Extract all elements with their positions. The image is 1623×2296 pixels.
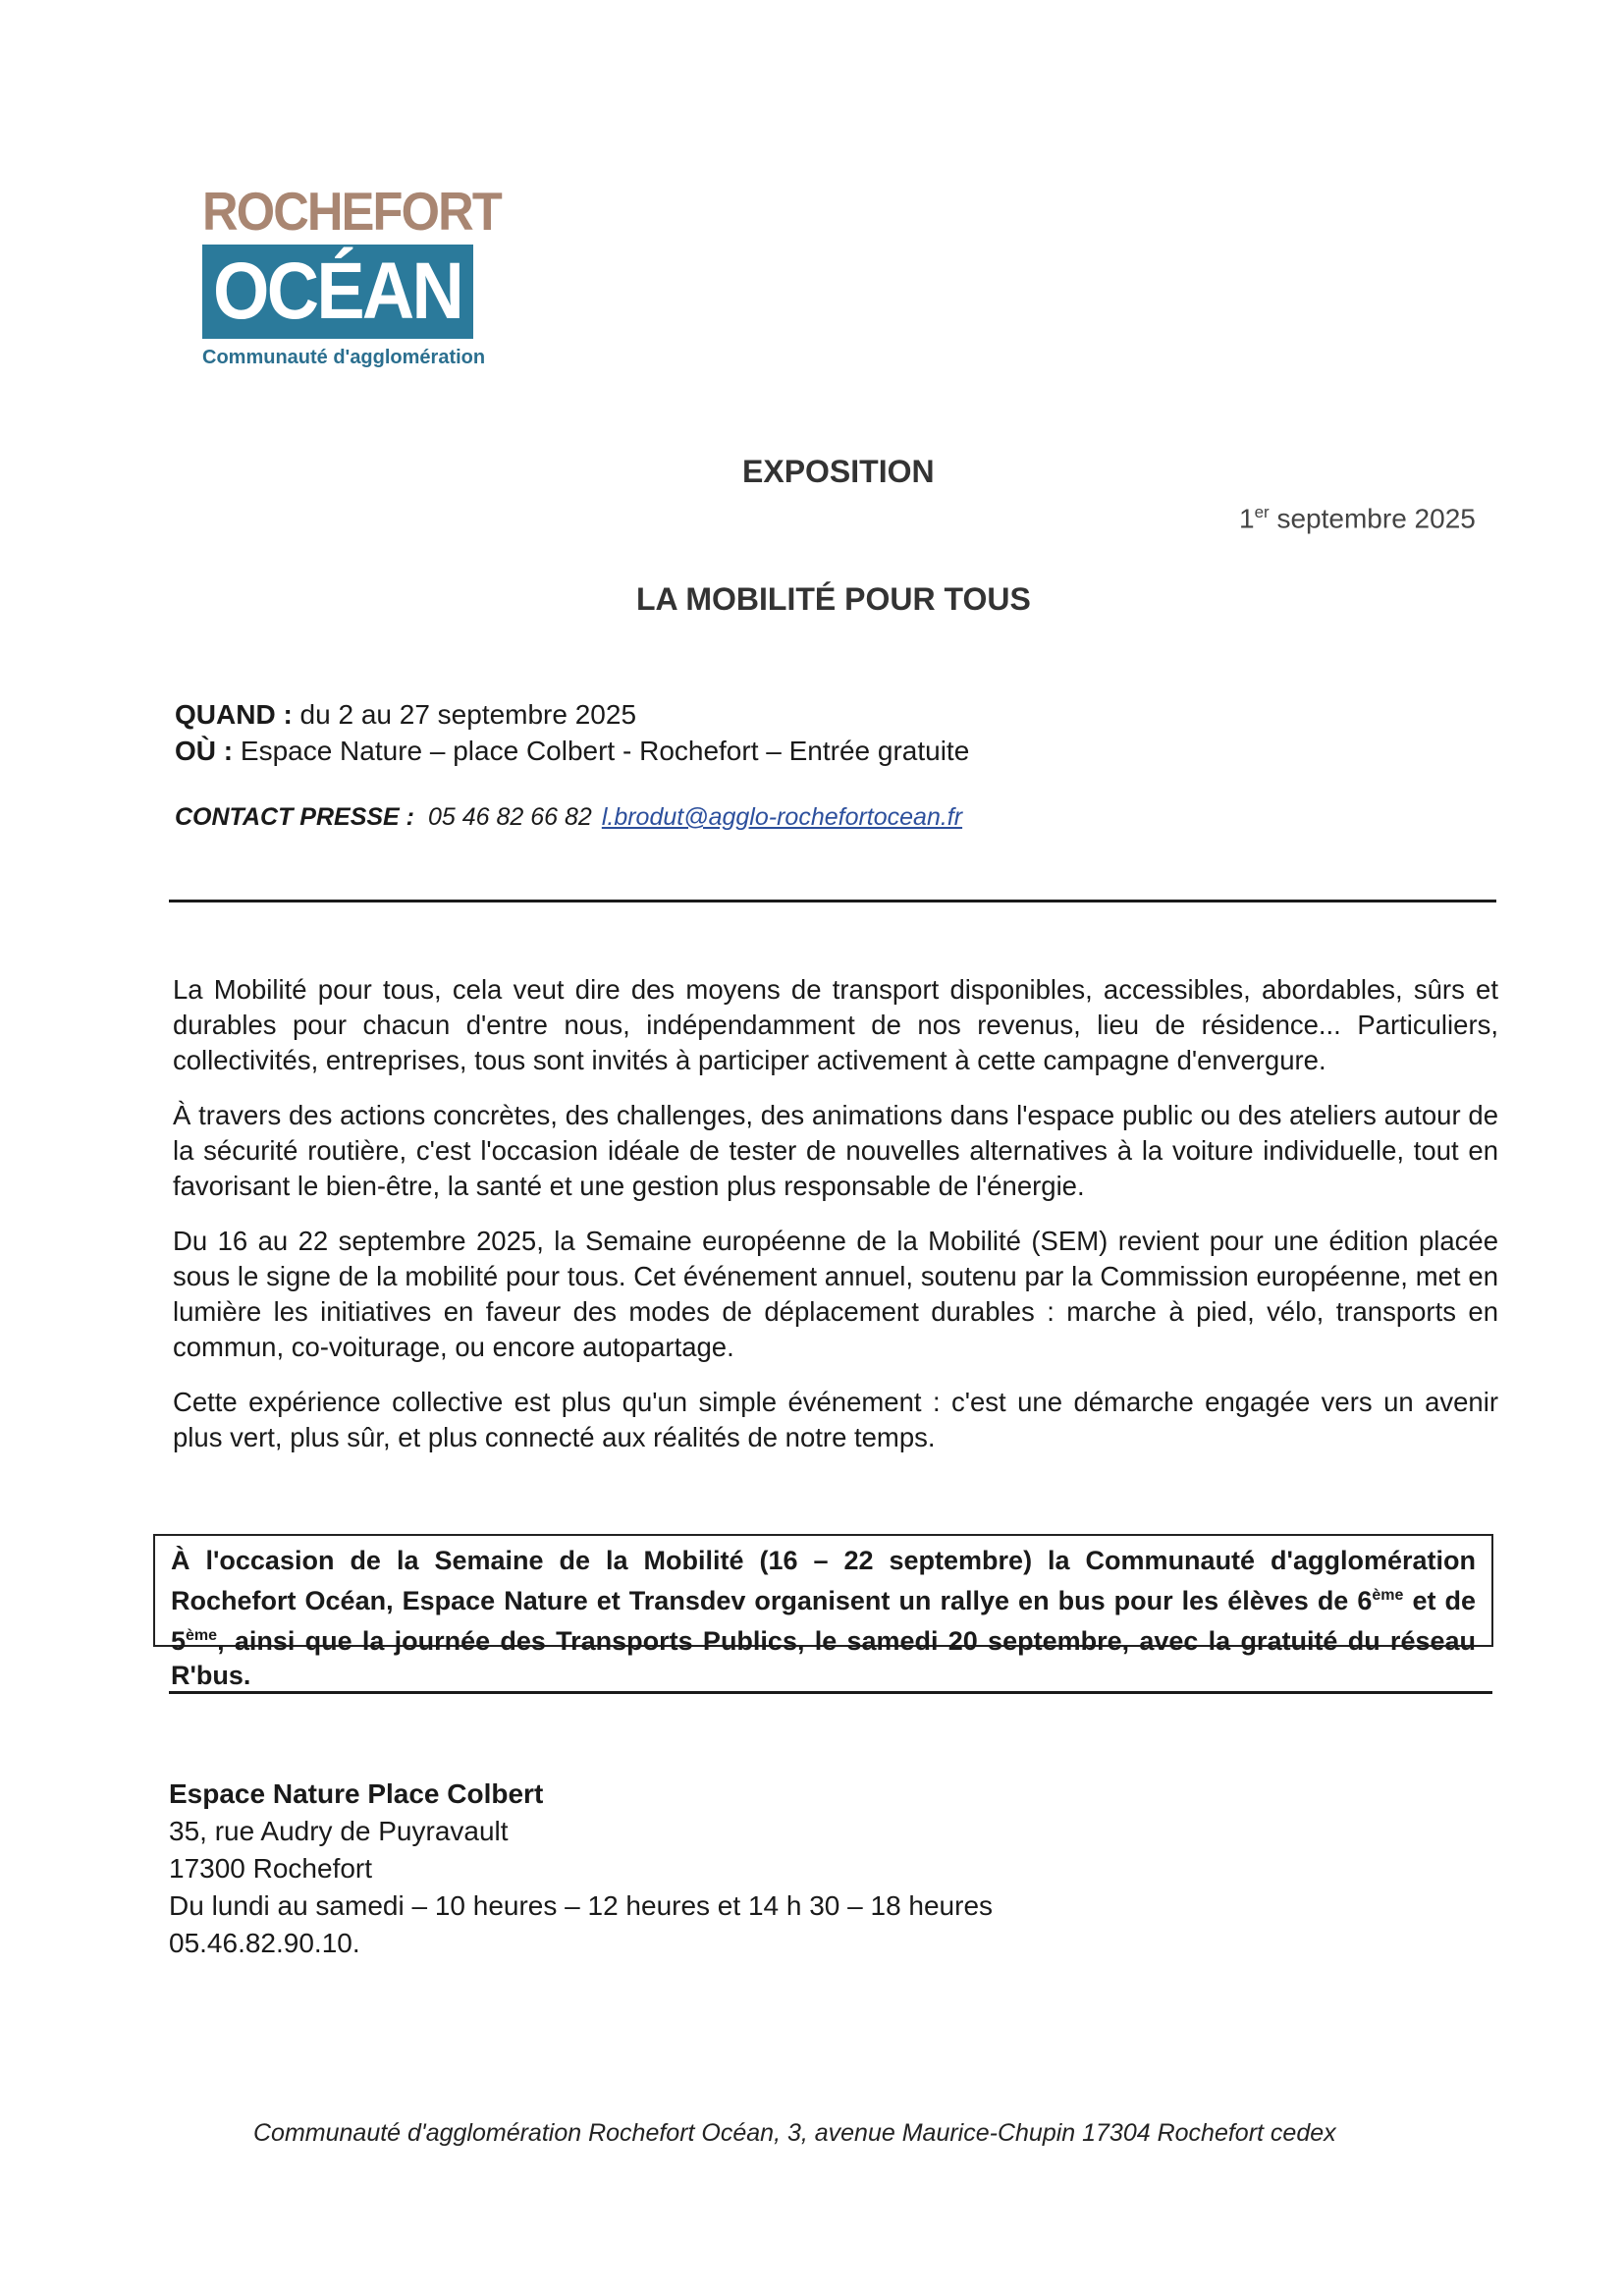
when-value: du 2 au 27 septembre 2025 xyxy=(292,699,637,730)
where-line xyxy=(175,736,969,767)
box-sup-1: ème xyxy=(1372,1587,1404,1604)
contact-phone: 05 46 82 66 82 xyxy=(428,803,592,831)
contact-email-link[interactable]: l.brodut@agglo-rochefortocean.fr xyxy=(601,803,963,831)
where-value: Espace Nature – place Colbert - Rochefort – Entrée gratuite xyxy=(233,736,970,766)
when-label: QUAND : xyxy=(175,699,293,730)
highlight-box xyxy=(153,1534,1493,1690)
press-contact xyxy=(175,803,962,832)
date-day: 1 xyxy=(1239,503,1255,534)
paragraph-2: À travers des actions concrètes, des challenges, des animations dans l'espace public ou des ateliers autour de la sécurité routière, c'est l'occasion idéale de tester de nouvelles alternatives à la voiture individuelle, tout en favorisant le bien-être, la santé et une gestion plus responsable de l'énergie. xyxy=(173,1100,1498,1201)
when-line xyxy=(175,699,636,731)
address-phone: 05.46.82.90.10. xyxy=(169,1928,360,1958)
paragraph-3: Du 16 au 22 septembre 2025, la Semaine européenne de la Mobilité (SEM) revient pour une édition placée sous le signe de la mobilité pour tous. Cet événement annuel, soutenu par la Commission européenne, met en lumière les initiatives en faveur des modes de déplacement durables : marche à pied, vélo, transports en commun, co-voiturage, ou encore autopartage. xyxy=(173,1226,1498,1362)
divider-bottom xyxy=(169,1691,1492,1694)
address-hours: Du lundi au samedi – 10 heures – 12 heures et 14 h 30 – 18 heures xyxy=(169,1890,994,1921)
logo-top-text: ROCHEFORT xyxy=(202,181,501,242)
document-date xyxy=(1239,503,1476,534)
box-text-3: , ainsi que la journée des Transports Publics, le samedi 20 septembre, avec la gratuité du réseau R'bus. xyxy=(171,1626,1476,1690)
logo-main-box xyxy=(202,245,473,339)
document-heading: EXPOSITION xyxy=(742,454,935,489)
footer-address: Communauté d'agglomération Rochefort Océan, 3, avenue Maurice-Chupin 17304 Rochefort cedex xyxy=(253,2119,1336,2147)
address-block xyxy=(169,1776,993,1962)
box-text-2: et de 5 xyxy=(171,1586,1476,1656)
paragraph-1: La Mobilité pour tous, cela veut dire des moyens de transport disponibles, accessibles, abordables, sûrs et durables pour chacun d'entre nous, indépendamment de nos revenus, lieu de résidence... Particuliers, collectivités, entreprises, tous sont invités à participer activement à cette campagne d'envergure. xyxy=(173,974,1498,1075)
address-name: Espace Nature Place Colbert xyxy=(169,1778,544,1809)
address-street: 35, rue Audry de Puyravault xyxy=(169,1816,509,1846)
date-suffix: er xyxy=(1254,503,1270,521)
address-city: 17300 Rochefort xyxy=(169,1853,373,1884)
date-rest: septembre 2025 xyxy=(1269,503,1476,534)
logo-subtitle: Communauté d'agglomération xyxy=(202,347,486,368)
box-sup-2: ème xyxy=(186,1627,218,1644)
paragraph-4: Cette expérience collective est plus qu'un simple événement : c'est une démarche engagée vers un avenir plus vert, plus sûr, et plus connecté aux réalités de notre temps. xyxy=(173,1387,1498,1452)
rochefort-ocean-logo xyxy=(202,181,501,369)
logo-main-text: OCÉAN xyxy=(213,246,462,336)
where-label: OÙ : xyxy=(175,736,234,766)
box-text-1: À l'occasion de la Semaine de la Mobilité (16 – 22 septembre) la Communauté d'agglomération Rochefort Océan, Espace Nature et Transdev organisent un rallye en bus pour les élèves de 6 xyxy=(171,1546,1476,1615)
document-title: LA MOBILITÉ POUR TOUS xyxy=(636,581,1031,617)
contact-label: CONTACT PRESSE : xyxy=(175,803,414,831)
divider-top xyxy=(169,900,1496,902)
